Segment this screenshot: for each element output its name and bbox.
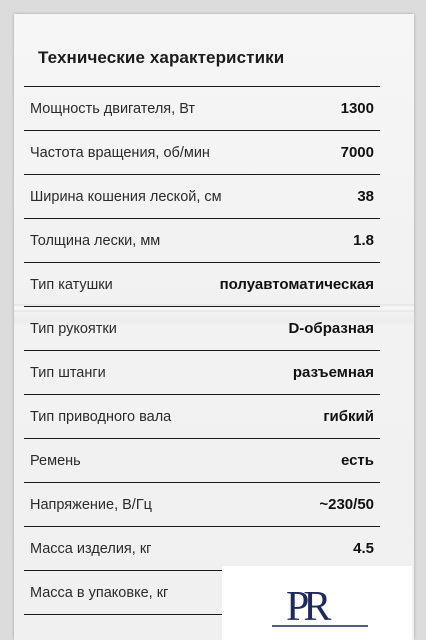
spec-value: есть <box>340 452 374 469</box>
spec-label: Ремень <box>30 453 81 469</box>
spec-label: Ширина кошения леской, см <box>30 189 222 205</box>
spec-value: D-образная <box>288 320 374 337</box>
spec-label: Толщина лески, мм <box>30 233 161 249</box>
spec-value: 1300 <box>340 100 374 117</box>
spec-row-strap <box>24 439 380 483</box>
spec-label: Частота вращения, об/мин <box>30 145 210 161</box>
spec-value: полуавтоматическая <box>219 276 374 293</box>
spec-value: 7000 <box>340 144 374 161</box>
spec-value: 38 <box>357 188 374 205</box>
spec-label: Мощность двигателя, Вт <box>30 101 196 117</box>
spec-row-rotation-speed <box>24 131 380 175</box>
spec-value: 1.8 <box>353 232 374 249</box>
pr-logo-icon <box>272 574 392 634</box>
logo-text: PR <box>286 584 326 630</box>
spec-row-cutting-width <box>24 175 380 219</box>
spec-row-spool-type <box>24 263 380 307</box>
spec-value: гибкий <box>323 408 374 425</box>
spec-table <box>24 86 380 615</box>
spec-label: Тип приводного вала <box>30 409 172 425</box>
spec-row-weight <box>24 527 380 571</box>
spec-row-power <box>24 87 380 131</box>
spec-label: Масса в упаковке, кг <box>30 585 169 601</box>
spec-row-handle-type <box>24 307 380 351</box>
spec-label: Тип штанги <box>30 365 106 381</box>
spec-label: Тип катушки <box>30 277 113 293</box>
spec-row-line-thickness <box>24 219 380 263</box>
page-title: Технические характеристики <box>38 48 285 67</box>
spec-row-drive-shaft <box>24 395 380 439</box>
spec-label: Напряжение, В/Гц <box>30 497 152 513</box>
spec-label: Тип рукоятки <box>30 321 117 337</box>
spec-row-shaft-type <box>24 351 380 395</box>
spec-row-voltage <box>24 483 380 527</box>
spec-label: Масса изделия, кг <box>30 541 152 557</box>
spec-value: ~230/50 <box>319 496 374 513</box>
spec-value: 4.5 <box>353 540 374 557</box>
spec-value: разъемная <box>292 364 374 381</box>
